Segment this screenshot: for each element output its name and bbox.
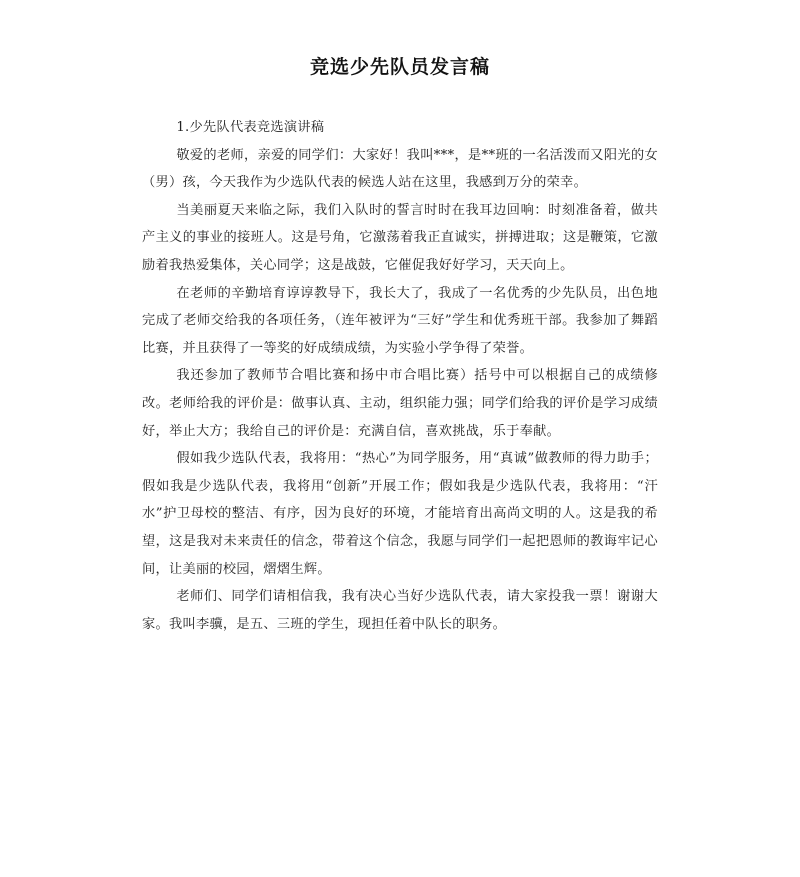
paragraph-oath: 当美丽夏天来临之际，我们入队时的誓言时时在我耳边回响：时刻准备着，做共产主义的事业的接班人。这是号角，它激荡着我正直诚实，拼搏进取；这是鞭策，它激励着我热爱集体，关心同学；这是战鼓，它催促我好好学习，天天向上。 [142, 202, 658, 273]
paragraph-evaluations: 我还参加了教师节合唱比赛和扬中市合唱比赛）括号中可以根据自己的成绩修改。老师给我的评价是：做事认真、主动，组织能力强；同学们给我的评价是学习成绩好，举止大方；我给自己的评价是：充满自信，喜欢挑战，乐于奉献。 [142, 368, 658, 439]
paragraph-achievements: 在老师的辛勤培育谆谆教导下，我长大了，我成了一名优秀的少先队员，出色地完成了老师交给我的各项任务，（连年被评为“三好”学生和优秀班干部。我参加了舞蹈比赛，并且获得了一等奖的好成绩成绩，为实验小学争得了荣誉。 [142, 285, 658, 356]
section-heading: 1.少先队代表竞选演讲稿 [176, 120, 325, 135]
paragraph-greeting: 敬爱的老师，亲爱的同学们：大家好！我叫***，是**班的一名活泼而又阳光的女（男）孩，今天我作为少选队代表的候选人站在这里，我感到万分的荣幸。 [142, 147, 658, 191]
paragraph-closing: 老师们、同学们请相信我，我有决心当好少选队代表，请大家投我一票！谢谢大家。我叫李骥，是五、三班的学生，现担任着中队长的职务。 [142, 589, 658, 632]
document-title: 竞选少先队员发言稿 [309, 56, 490, 78]
paragraph-promises: 假如我少选队代表，我将用：“热心”为同学服务，用“真诚”做教师的得力助手；假如我是少选队代表，我将用“创新”开展工作；假如我是少选队代表，我将用：“汗水”护卫母校的整洁、有序，因为良好的环境，才能培育出高尚文明的人。这是我的希望，这是我对未来责任的信念，带着这个信念，我愿与同学们一起把恩师的教诲牢记心间，让美丽的校园，熠熠生辉。 [142, 451, 658, 577]
document-body [142, 114, 658, 638]
